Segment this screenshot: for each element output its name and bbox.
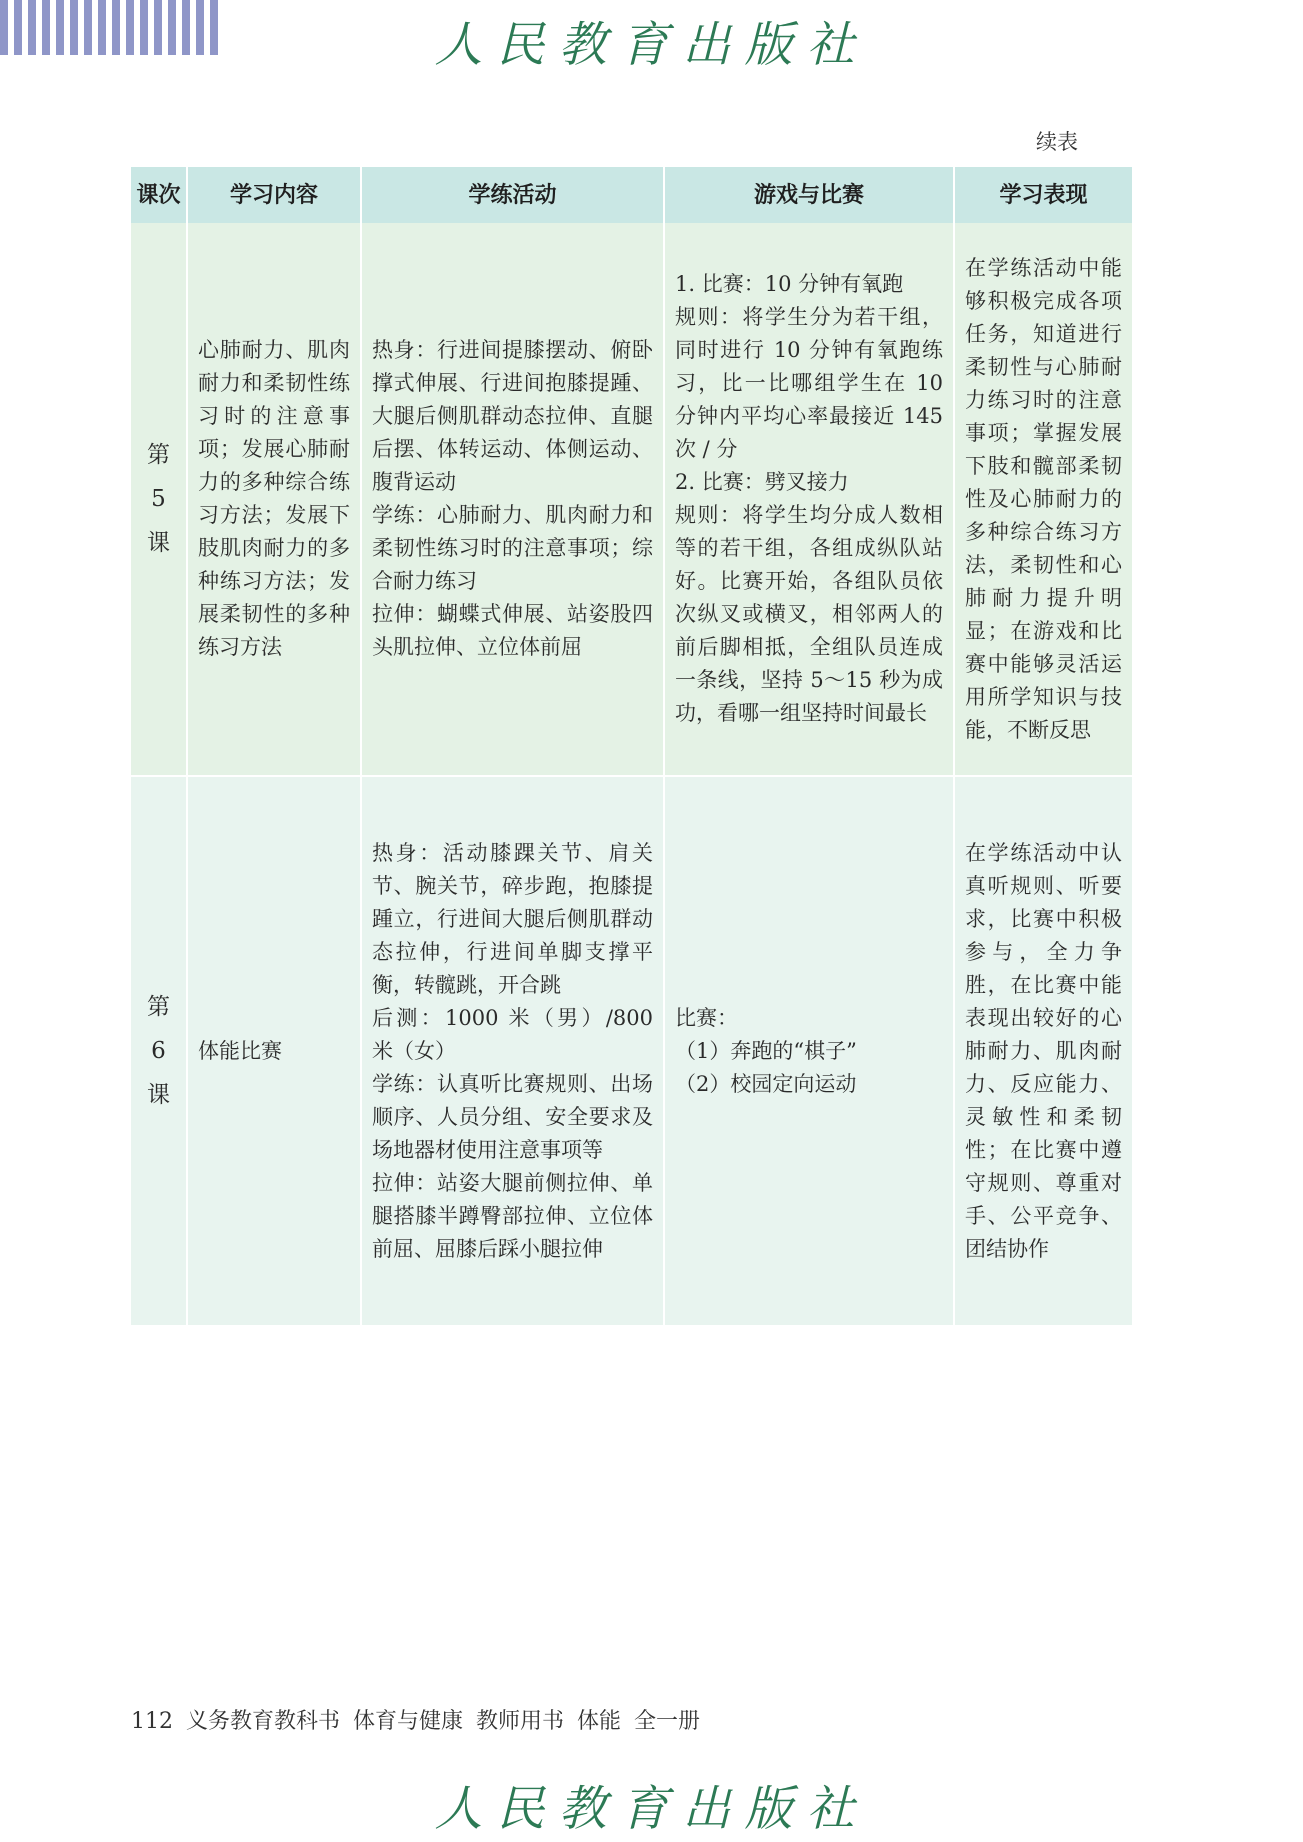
learning-content-cell: 心肺耐力、肌肉耐力和柔韧性练习时的注意事项；发展心肺耐力的多种综合练习方法；发展下肢肌肉耐力的多种练习方法；发展柔韧性的多种练习方法 (187, 223, 361, 776)
performance-cell: 在学练活动中认真听规则、听要求，比赛中积极参与，全力争胜，在比赛中能表现出较好的心肺耐力、肌肉耐力、反应能力、灵敏性和柔韧性；在比赛中遵守规则、尊重对手、公平竞争、团结协作 (954, 776, 1132, 1325)
continued-table-label: 续表 (1036, 130, 1078, 154)
header-lesson: 课次 (131, 167, 187, 223)
publisher-logo-top: 人民教育出版社 (434, 17, 869, 73)
table-row (131, 223, 1132, 776)
activities-cell: 热身：行进间提膝摆动、俯卧撑式伸展、行进间抱膝提踵、大腿后侧肌群动态拉伸、直腿后摆、体转运动、体侧运动、腹背运动 学练：心肺耐力、肌肉耐力和柔韧性练习时的注意事项；综合耐力练习 拉伸：蝴蝶式伸展、站姿股四头肌拉伸、立位体前屈 (361, 223, 664, 776)
table-header-row (131, 167, 1132, 223)
lesson-plan-table (131, 167, 1132, 1325)
header-activities: 学练活动 (361, 167, 664, 223)
publisher-logo-bottom: 人民教育出版社 (434, 1781, 869, 1837)
header-content: 学习内容 (187, 167, 361, 223)
page-footer: 112 义务教育教科书 体育与健康 教师用书 体能 全一册 (131, 1709, 700, 1734)
table-row (131, 776, 1132, 1325)
lesson-number: 第 6 课 (131, 776, 187, 1325)
lesson-number: 第 5 课 (131, 223, 187, 776)
games-cell: 比赛： （1）奔跑的“棋子” （2）校园定向运动 (664, 776, 954, 1325)
performance-cell: 在学练活动中能够积极完成各项任务，知道进行柔韧性与心肺耐力练习时的注意事项；掌握发展下肢和髋部柔韧性及心肺耐力的多种综合练习方法，柔韧性和心肺耐力提升明显；在游戏和比赛中能够灵活运用所学知识与技能，不断反思 (954, 223, 1132, 776)
activities-cell: 热身：活动膝踝关节、肩关节、腕关节，碎步跑，抱膝提踵立，行进间大腿后侧肌群动态拉伸，行进间单脚支撑平衡，转髋跳，开合跳 后测：1000 米（男）/800 米（女） 学练：认真听比赛规则、出场顺序、人员分组、安全要求及场地器材使用注意事项等 拉伸：站姿大腿前侧拉伸、单腿搭膝半蹲臀部拉伸、立位体前屈、屈膝后踩小腿拉伸 (361, 776, 664, 1325)
header-performance: 学习表现 (954, 167, 1132, 223)
header-games: 游戏与比赛 (664, 167, 954, 223)
games-cell: 1. 比赛：10 分钟有氧跑 规则：将学生分为若干组，同时进行 10 分钟有氧跑练习，比一比哪组学生在 10 分钟内平均心率最接近 145 次 / 分 2. 比赛：劈叉接力 规则：将学生均分成人数相等的若干组，各组成纵队站好。比赛开始，各组队员依次纵叉或横叉，相邻两人的前后脚相抵，全组队员连成一条线，坚持 5～15 秒为成功，看哪一组坚持时间最长 (664, 223, 954, 776)
learning-content-cell: 体能比赛 (187, 776, 361, 1325)
